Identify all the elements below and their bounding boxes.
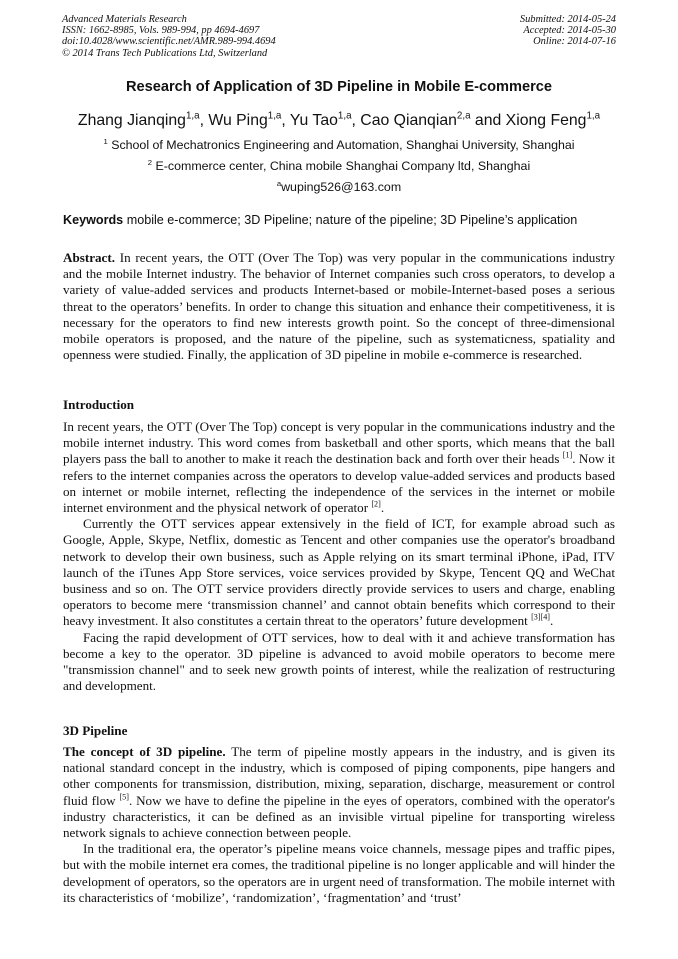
paragraph-text: . (550, 613, 554, 629)
abstract-label: Abstract. (63, 250, 115, 265)
paragraph-text: . Now we have to define the pipeline in the eyes of operators, combined with the operator's industry characteristics, it can be defined as an invisible virtual pipeline for transporting wireless network signals to achieve connection between people. (63, 792, 616, 841)
section-heading-introduction: Introduction (63, 397, 135, 412)
affiliation-mark: 2 (147, 157, 153, 167)
paragraph (63, 516, 615, 629)
paper-title: Research of Application of 3D Pipeline in Mobile E-commerce (125, 79, 552, 95)
submission-dates (520, 14, 616, 48)
paragraph: Facing the rapid development of OTT services, how to deal with it and achieve transformation has become a key to the operator. 3D pipeline is advanced to avoid mobile operators to become mere "transmission channel" and to seek new growth points of interest, while the realization of restructuring and development. (63, 629, 615, 694)
journal-info (62, 14, 276, 59)
online-date: Online: 2014-07-16 (533, 36, 616, 48)
author-name: Xiong Feng (505, 112, 587, 129)
paragraph (63, 419, 615, 516)
pipeline-body (63, 744, 615, 906)
keywords-line (63, 213, 577, 227)
issn-line: ISSN: 1662-8985, Vols. 989-994, pp 4694-4697 (62, 25, 260, 37)
section-heading-3d-pipeline: 3D Pipeline (63, 723, 128, 738)
paragraph-text: The term of pipeline mostly appears in the industry, and is given its national standard concept in the industry, which is composed of piping components, pipe hangers and other components for transmission, distribution, mixing, separation, discharge, measurement or control fluid flow (63, 744, 615, 808)
paragraph-text: . (380, 500, 385, 516)
paragraph (63, 744, 615, 841)
paragraph-text: Currently the OTT services appear extensively in the field of ICT, for example abroad such as Google, Apple, Skype, Netflix, domestic as Tencent and other companies use the operator's broadband network to develop their own business, such as Apple relying on its smart terminal iPhone, iPad, ITV launch of the iTunes App Store services, voice services provided by Skype, Tencent QQ and WeChat business and so on. The OTT service providers directly provide services to users and charge, enabling operators to become mere ‘transmission channel’ and cannot obtain benefits which correspond to their heavy investment. It also constitutes a certain threat to the operators’ future development (63, 516, 615, 629)
citation: [3][4] (531, 613, 550, 623)
author-separator: , (281, 112, 290, 129)
author-list (0, 112, 678, 130)
accepted-date: Accepted: 2014-05-30 (523, 25, 616, 37)
author-name: Cao Qianqian (360, 112, 457, 129)
submitted-date: Submitted: 2014-05-24 (519, 14, 616, 25)
author-affiliation-mark: 1,a (337, 110, 352, 122)
keywords-text: mobile e-commerce; 3D Pipeline; nature of the pipeline; 3D Pipeline’s application (123, 213, 578, 227)
author-name: Yu Tao (289, 112, 338, 129)
author-separator: , (199, 112, 209, 129)
affiliation-2 (0, 159, 678, 173)
affiliation-text: E-commerce center, China mobile Shanghai Company ltd, Shanghai (152, 159, 531, 173)
doi-line: doi:10.4028/www.scientific.net/AMR.989-994.4694 (62, 36, 276, 48)
author-affiliation-mark: 2,a (456, 110, 471, 122)
citation: [1] (562, 451, 573, 461)
email-text: wuping526@163.com (281, 180, 402, 194)
citation: [5] (119, 792, 129, 802)
paragraph-text: . Now it refers to the internet companies across the operators to develop value-added services and products based on internet or mobile internet, reflecting the independence of the services in the internet or mobile internet environment and the physical network of operator (63, 451, 615, 516)
citation: [2] (371, 499, 381, 509)
author-separator: , (351, 112, 361, 129)
affiliation-mark: 1 (103, 136, 108, 146)
journal-name: Advanced Materials Research (62, 14, 187, 25)
author-name: Wu Ping (208, 112, 268, 129)
abstract (63, 250, 615, 363)
subsection-label: The concept of 3D pipeline. (63, 744, 226, 759)
author-name: Zhang Jianqing (77, 112, 186, 129)
keywords-label: Keywords (63, 213, 124, 227)
author-affiliation-mark: 1,a (185, 110, 200, 122)
email-mark: a (276, 178, 282, 188)
paragraph: In the traditional era, the operator’s pipeline means voice channels, message pipes and traffic pipes, but with the mobile internet era comes, the traditional pipeline is no longer applicable and will hinder the development of operators, so the operators are in urgent need of transformation. The mobile internet with its characteristics of ‘mobilize’, ‘randomization’, ‘fragmentation’ and ‘trust’ (63, 841, 615, 905)
affiliation-text: School of Mechatronics Engineering and Automation, Shanghai University, Shanghai (107, 138, 575, 152)
author-conjunction: and (470, 112, 506, 129)
author-affiliation-mark: 1,a (267, 110, 282, 122)
author-email (0, 180, 678, 194)
introduction-body (63, 419, 615, 694)
affiliation-1 (0, 138, 678, 152)
paragraph-text: In recent years, the OTT (Over The Top) concept is very popular in the communications industry and the mobile internet industry. This word comes from basketball and other sports, which means that the ball players pass the ball to another to make it reach the destination back and forth over their heads (63, 419, 615, 467)
copyright-line: © 2014 Trans Tech Publications Ltd, Switzerland (62, 47, 268, 59)
author-affiliation-mark: 1,a (586, 110, 601, 122)
abstract-text: In recent years, the OTT (Over The Top) was very popular in the communications industry and the mobile Internet industry. The behavior of Internet companies such cross operators, to develop a variety of value-added services and products Internet-based or mobile-Internet-based poses a serious threat to the operators’ benefits. In order to change this situation and enhance their competitiveness, it is necessary for the operators to find new interests growth point. So the concept of three-dimensional mobile operators is proposed, and the nature of the pipeline, such as systematicness, spatiality and openness were studied. Finally, the application of 3D pipeline in mobile e-commerce is researched. (63, 250, 615, 363)
